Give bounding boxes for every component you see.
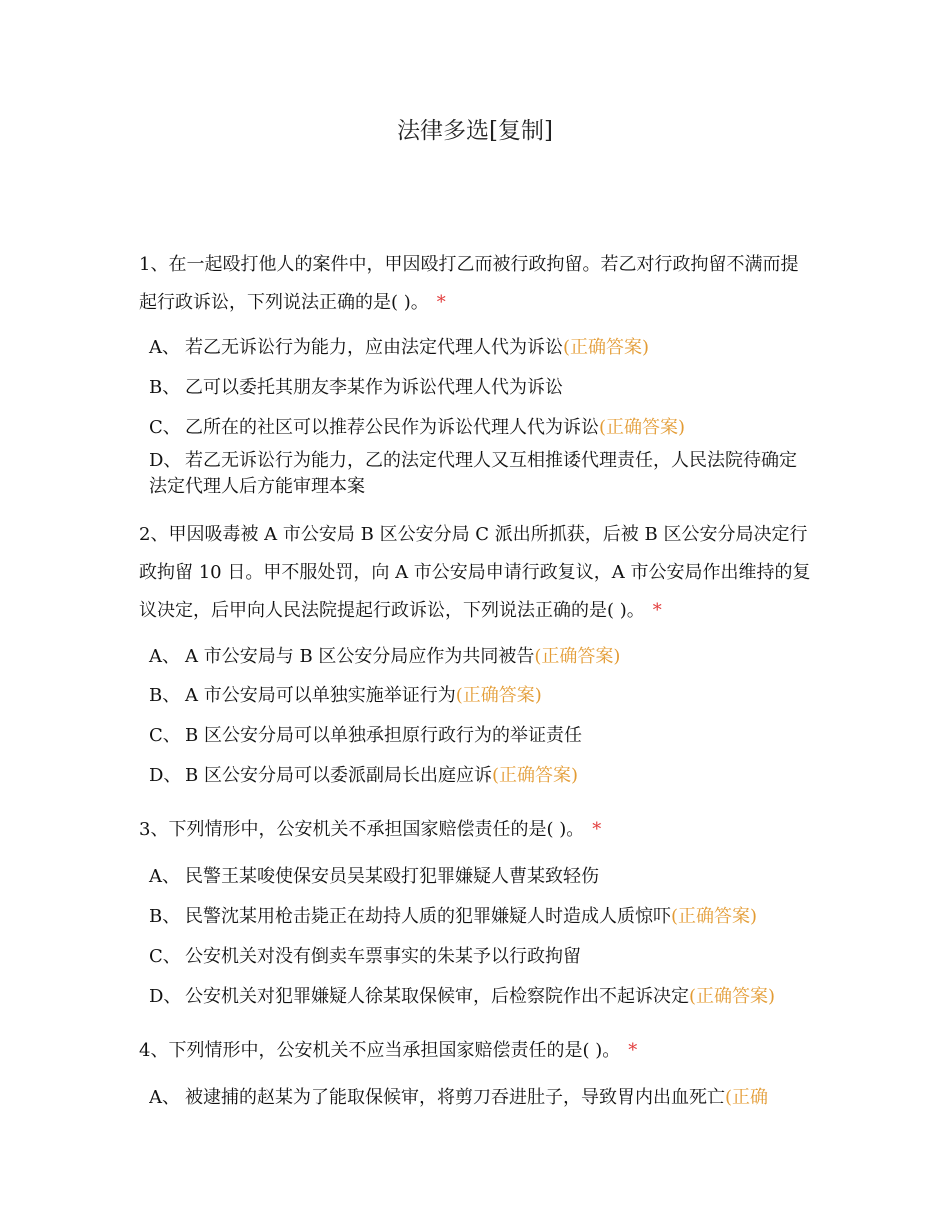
option-letter: A、 — [149, 866, 180, 887]
option-3b[interactable] — [149, 904, 809, 930]
option-2a[interactable] — [149, 644, 809, 670]
correct-answer-mark: (正确答案) — [563, 337, 650, 358]
correct-answer-mark: (正确 — [725, 1087, 769, 1108]
correct-answer-mark: (正确答案) — [455, 685, 542, 706]
option-text: 若乙无诉讼行为能力，乙的法定代理人又互相推诿代理责任，人民法院待确定法定代理人后方能审理本案 — [149, 450, 797, 497]
option-text: 乙可以委托其朋友李某作为诉讼代理人代为诉讼 — [185, 377, 563, 398]
question-2 — [139, 516, 811, 630]
option-letter: D、 — [149, 765, 182, 786]
option-letter: D、 — [149, 986, 182, 1007]
question-stem: 2、甲因吸毒被 A 市公安局 B 区公安分局 C 派出所抓获，后被 B 区公安分局决定行政拘留 10 日。甲不服处罚，向 A 市公安局申请行政复议，A 市公安局作出维持的复议决定，后甲向人民法院提起行政诉讼，下列说法正确的是( )。 — [139, 524, 811, 621]
option-text: 民警王某唆使保安员吴某殴打犯罪嫌疑人曹某致轻伤 — [185, 866, 599, 887]
correct-answer-mark: (正确答案) — [534, 646, 621, 667]
option-letter: A、 — [149, 337, 180, 358]
required-star: * — [628, 1040, 638, 1061]
option-letter: B、 — [149, 685, 181, 706]
option-2b[interactable] — [149, 683, 809, 709]
required-star: * — [436, 292, 446, 313]
option-text: 民警沈某用枪击毙正在劫持人质的犯罪嫌疑人时造成人质惊吓 — [185, 906, 671, 927]
option-4a[interactable] — [149, 1085, 809, 1111]
required-star: * — [592, 819, 602, 840]
option-2d[interactable] — [149, 763, 809, 789]
option-text: 被逮捕的赵某为了能取保候审，将剪刀吞进肚子，导致胃内出血死亡 — [185, 1087, 725, 1108]
option-letter: C、 — [149, 946, 181, 967]
option-3a[interactable] — [149, 864, 809, 890]
option-text: 乙所在的社区可以推荐公民作为诉讼代理人代为诉讼 — [185, 417, 599, 438]
option-3c[interactable] — [149, 944, 809, 970]
question-3 — [139, 811, 811, 849]
option-letter: B、 — [149, 377, 181, 398]
option-1a[interactable] — [149, 335, 809, 361]
question-1 — [139, 246, 811, 322]
question-4 — [139, 1032, 811, 1070]
option-text: 公安机关对犯罪嫌疑人徐某取保候审，后检察院作出不起诉决定 — [185, 986, 689, 1007]
page-title: 法律多选[复制] — [397, 118, 553, 144]
option-letter: A、 — [149, 1087, 180, 1108]
option-letter: C、 — [149, 725, 181, 746]
question-stem: 3、下列情形中，公安机关不承担国家赔偿责任的是( )。 — [139, 819, 585, 840]
option-text: A 市公安局与 B 区公安分局应作为共同被告 — [185, 646, 535, 667]
option-text: 公安机关对没有倒卖车票事实的朱某予以行政拘留 — [185, 946, 581, 967]
option-1d[interactable] — [149, 448, 809, 500]
option-letter: B、 — [149, 906, 181, 927]
option-2c[interactable] — [149, 723, 809, 749]
required-star: * — [652, 600, 662, 621]
correct-answer-mark: (正确答案) — [599, 417, 686, 438]
question-stem: 1、在一起殴打他人的案件中，甲因殴打乙而被行政拘留。若乙对行政拘留不满而提起行政诉讼，下列说法正确的是( )。 — [139, 254, 799, 313]
option-text: B 区公安分局可以单独承担原行政行为的举证责任 — [185, 725, 582, 746]
option-letter: A、 — [149, 646, 180, 667]
option-1b[interactable] — [149, 375, 809, 401]
option-letter: C、 — [149, 417, 181, 438]
question-stem: 4、下列情形中，公安机关不应当承担国家赔偿责任的是( )。 — [139, 1040, 621, 1061]
option-text: 若乙无诉讼行为能力，应由法定代理人代为诉讼 — [185, 337, 563, 358]
option-3d[interactable] — [149, 984, 809, 1010]
correct-answer-mark: (正确答案) — [689, 986, 776, 1007]
correct-answer-mark: (正确答案) — [671, 906, 758, 927]
option-text: A 市公安局可以单独实施举证行为 — [185, 685, 456, 706]
option-text: B 区公安分局可以委派副局长出庭应诉 — [185, 765, 492, 786]
correct-answer-mark: (正确答案) — [491, 765, 578, 786]
option-1c[interactable] — [149, 415, 809, 441]
option-letter: D、 — [149, 450, 182, 471]
